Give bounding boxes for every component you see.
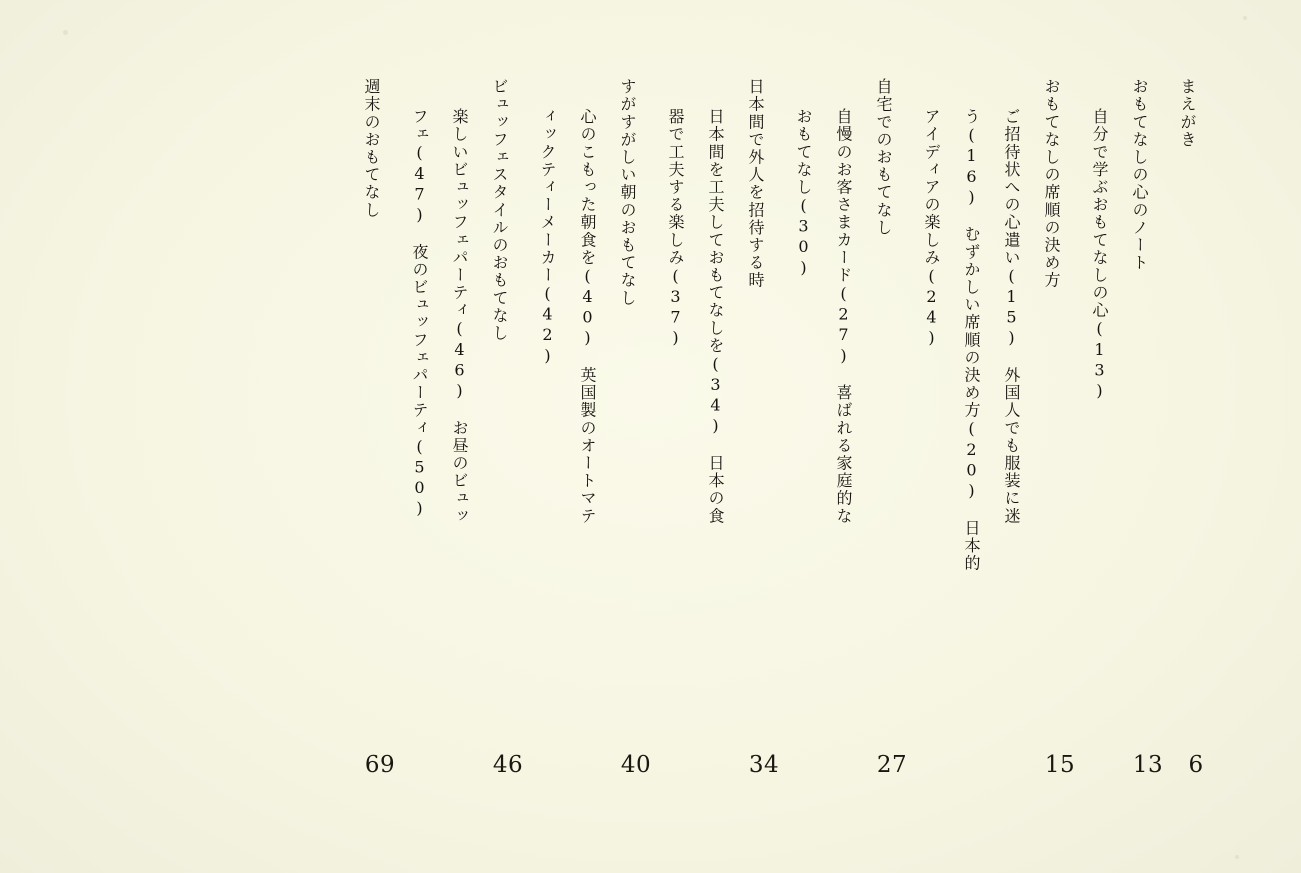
toc-column-3 <box>1091 78 1125 808</box>
toc-entry-title: 日本間で外人を招待する時 <box>746 78 765 290</box>
toc-entry-title: 週末のおもてなし <box>362 78 381 219</box>
toc-column-6 <box>963 78 997 808</box>
paper-speck-icon <box>1243 16 1247 20</box>
toc-column-7 <box>923 78 957 808</box>
toc-page-number: 69 <box>364 752 396 778</box>
toc-entry-title: おもてなしの席順の決め方 <box>1042 78 1061 290</box>
toc-entry-title: 自宅でのおもてなし <box>874 78 893 237</box>
toc-entry-title: すがすがしい朝のおもてなし <box>618 78 637 307</box>
toc-column-5 <box>1003 78 1037 808</box>
toc-entry-detail: フェ(47) 夜のビュッフェパーティ(50) <box>410 108 429 520</box>
toc-entry-detail: ご招待状への心遣い(15) 外国人でも服装に迷 <box>1002 108 1021 525</box>
toc-column-13 <box>667 78 701 808</box>
toc-column-11 <box>747 78 781 778</box>
toc-page-number: 27 <box>876 752 908 778</box>
toc-page-number: 6 <box>1188 752 1204 778</box>
toc-page-number: 13 <box>1132 752 1164 778</box>
toc-column-9 <box>835 78 869 808</box>
toc-entry-detail: 楽しいビュッフェパーティ(46) お昼のビュッ <box>450 108 469 525</box>
toc-entry-detail: う(16) むずかしい席順の決め方(20) 日本的 <box>962 108 981 572</box>
toc-column-2 <box>1131 78 1165 778</box>
toc-column-18 <box>451 78 485 808</box>
toc-entry-title: ビュッフェスタイルのおもてなし <box>490 78 509 342</box>
toc-column-15 <box>579 78 613 808</box>
toc-entry-detail: 自分で学ぶおもてなしの心(13) <box>1090 108 1109 402</box>
toc-entry-detail: おもてなし(30) <box>794 108 813 279</box>
toc-entry-title: おもてなしの心のノート <box>1130 78 1149 272</box>
toc-entry-detail: 器で工夫する楽しみ(37) <box>666 108 685 349</box>
toc-column-16 <box>539 78 573 808</box>
toc-column-4 <box>1043 78 1077 778</box>
paper-speck-icon <box>1235 855 1239 859</box>
toc-entry-detail: 自慢のお客さまカード(27) 喜ばれる家庭的な <box>834 108 853 525</box>
toc-page-number: 46 <box>492 752 524 778</box>
toc-column-14 <box>619 78 653 778</box>
toc-page-number: 15 <box>1044 752 1076 778</box>
toc-column-8 <box>875 78 909 778</box>
toc-column-12 <box>707 78 741 808</box>
toc-column-1 <box>1179 78 1213 778</box>
toc-column-20 <box>363 78 397 778</box>
toc-entry-detail: アイディアの楽しみ(24) <box>922 108 941 349</box>
table-of-contents <box>363 78 1213 778</box>
toc-page-number: 34 <box>748 752 780 778</box>
toc-column-10 <box>795 78 829 808</box>
toc-entry-title: まえがき <box>1178 78 1197 149</box>
toc-entry-detail: 日本間を工夫しておもてなしを(34) 日本の食 <box>706 108 725 525</box>
paper-speck-icon <box>63 30 68 35</box>
toc-entry-detail: 心のこもった朝食を(40) 英国製のオートマテ <box>578 108 597 525</box>
toc-column-17 <box>491 78 525 778</box>
toc-entry-detail: ィックティーメーカー(42) <box>538 108 557 367</box>
toc-column-19 <box>411 78 445 808</box>
toc-page-number: 40 <box>620 752 652 778</box>
